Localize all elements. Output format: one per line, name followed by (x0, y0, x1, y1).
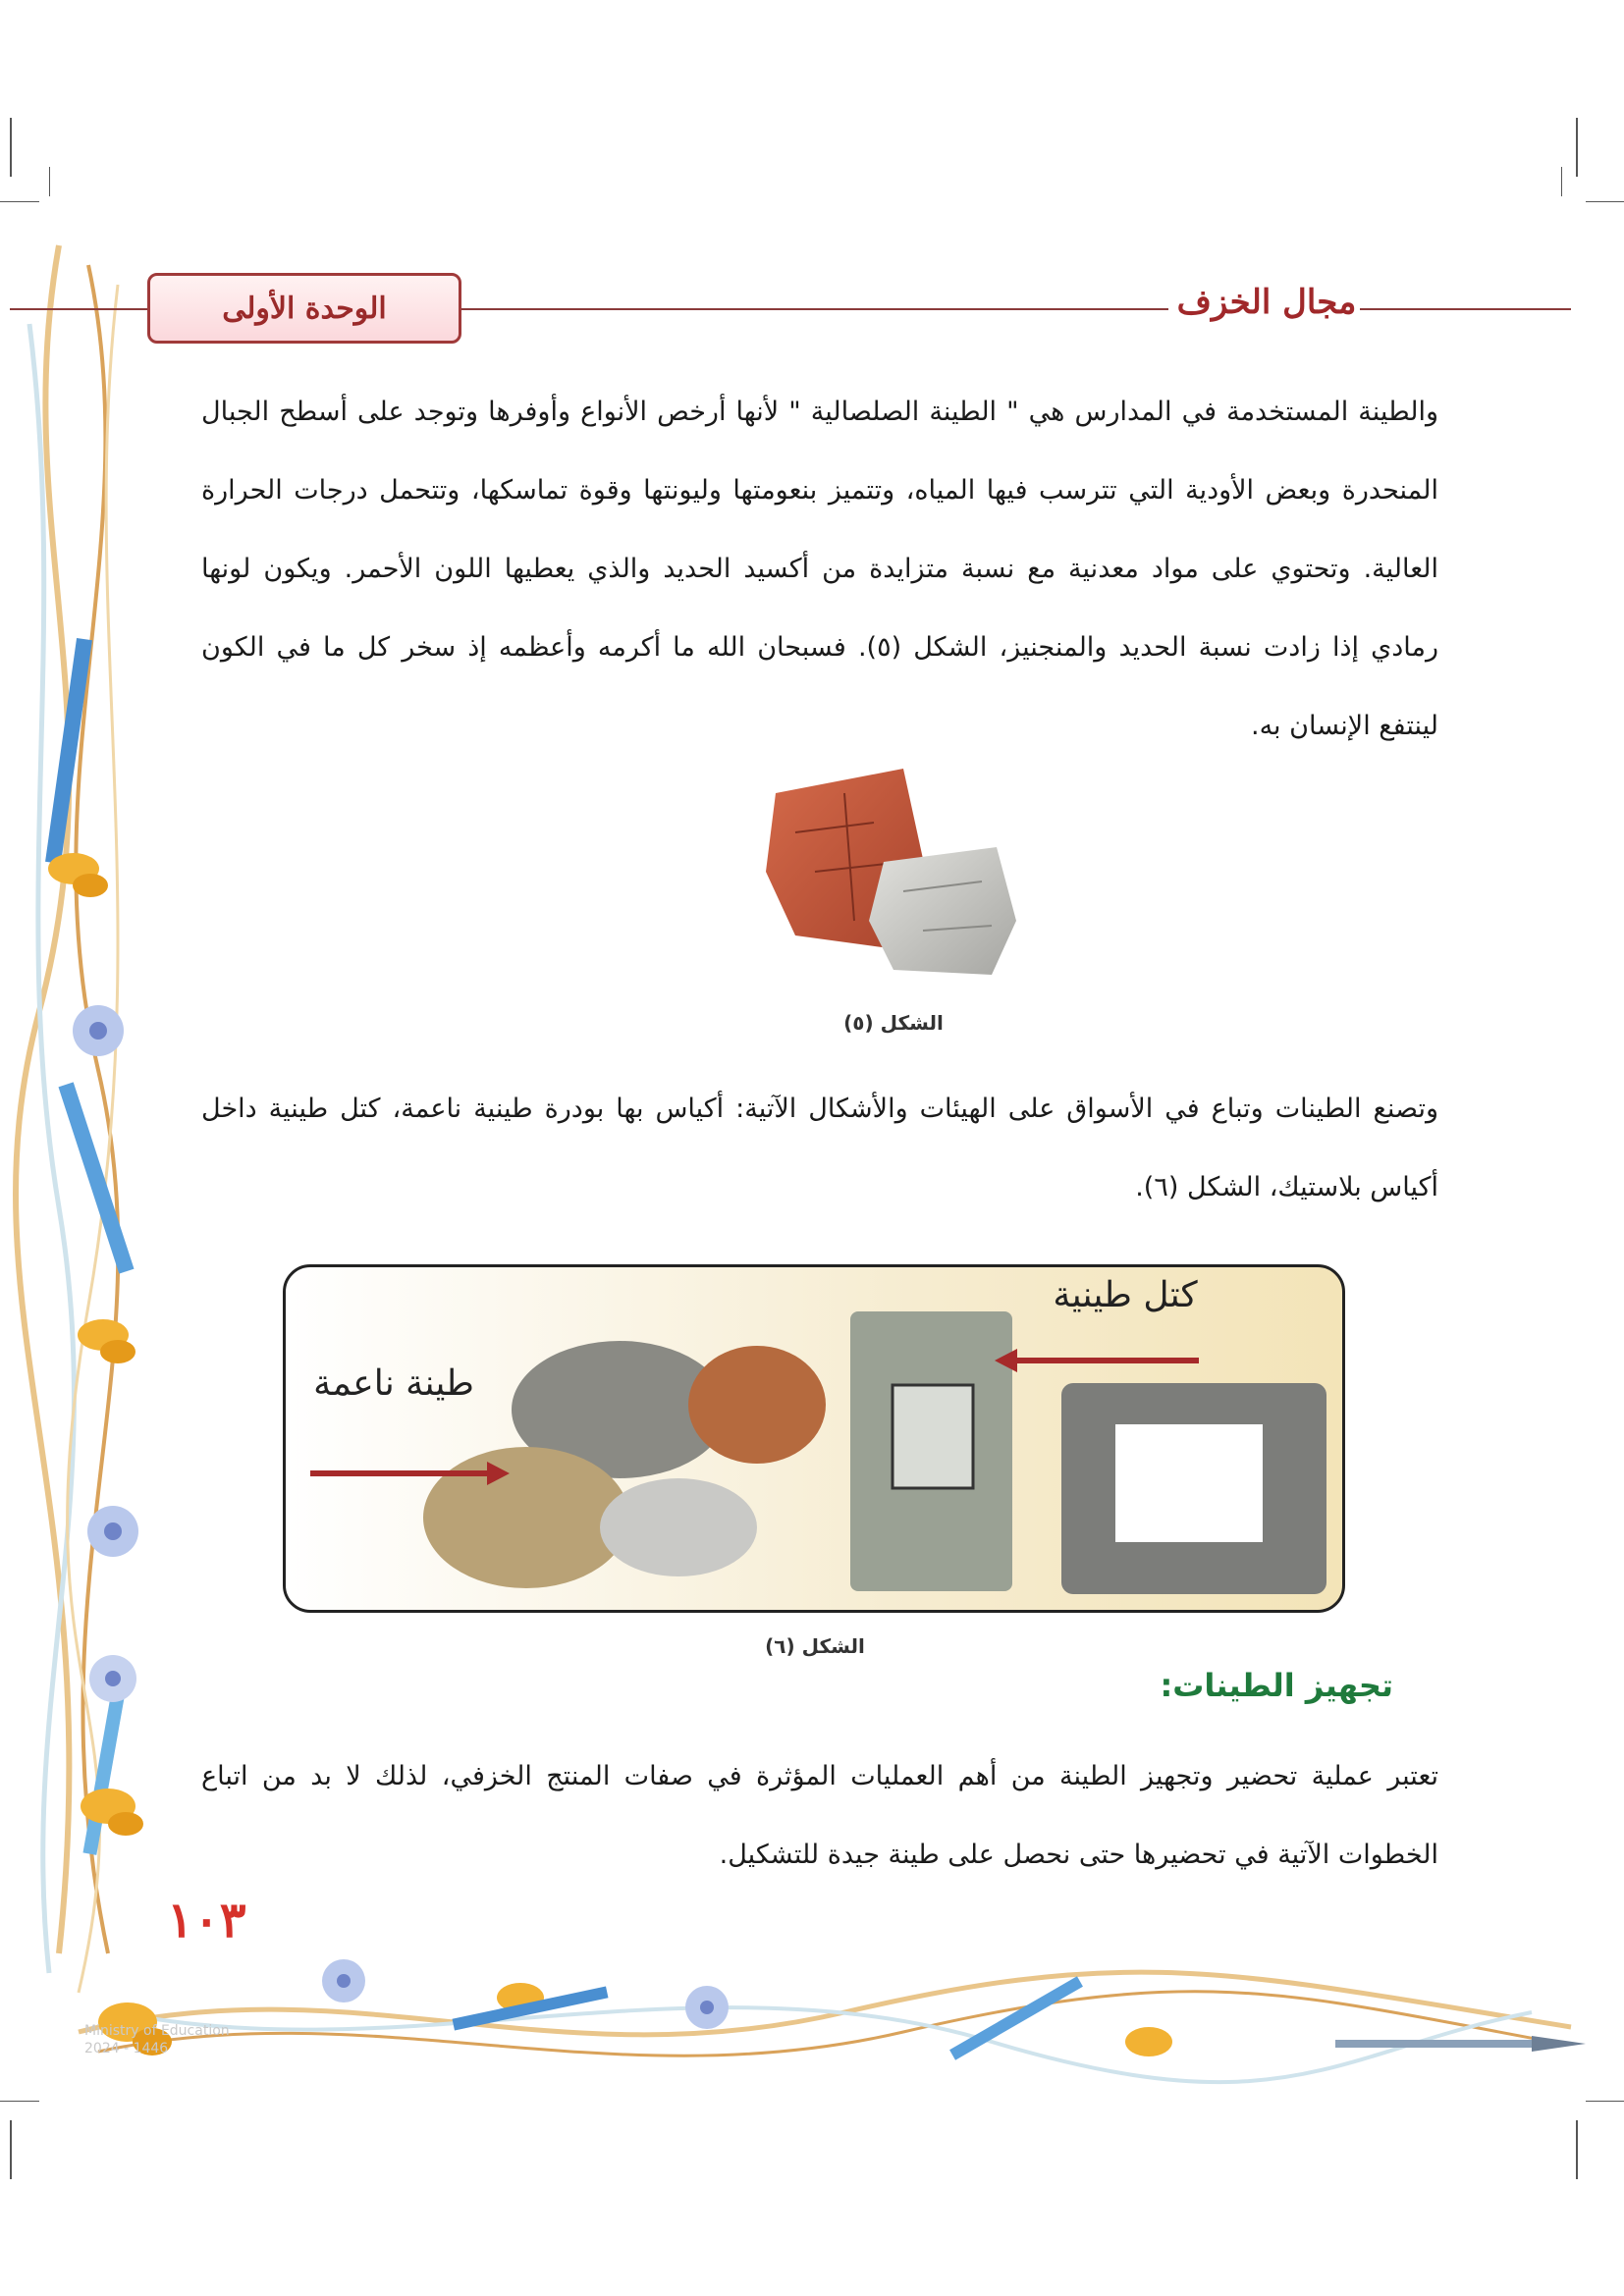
domain-title: مجال الخزف (1176, 283, 1357, 322)
header-rule (10, 308, 147, 310)
figure-5-caption: الشكل (٥) (843, 1011, 944, 1035)
crop-mark (1561, 167, 1562, 196)
section-title: تجهيز الطينات: (1160, 1667, 1393, 1704)
brown-powder-pile (688, 1346, 826, 1464)
bottom-decorative-border (59, 1953, 1591, 2091)
butterfly-icon (78, 1319, 135, 1363)
paintbrush-icon (1335, 2036, 1586, 2052)
header-rule (461, 308, 1168, 310)
crop-mark (0, 201, 39, 202)
block-label (1115, 1424, 1263, 1542)
paragraph-clay-preparation: تعتبر عملية تحضير وتجهيز الطينة من أهم العمليات المؤثرة في صفات المنتج الخزفي، لذلك لا بد من اتباع الخطوات الآتية في تحضيرها حتى نحصل على طينة جيدة للتشكيل. (201, 1761, 1438, 1870)
crop-mark (10, 2120, 12, 2179)
page-number: ١٠٣ (167, 1891, 246, 1949)
butterfly-icon (48, 853, 108, 897)
label-fine-clay: طينة ناعمة (313, 1363, 474, 1404)
ministry-watermark (84, 2022, 230, 2057)
paragraph-clay-description: والطينة المستخدمة في المدارس هي " الطينة الصلصالية " لأنها أرخص الأنواع وأوفرها وتوجد على أسطح الجبال المنحدرة وبعض الأودية التي تترسب فيها المياه، وتتميز بنعومتها وليونتها وقوة تماسكها، وتتحمل درجات الحرارة العالية. وتحتوي على مواد معدنية مع نسبة متزايدة من أكسيد الحديد والذي يعطيها اللون الأحمر. ويكون لونها رمادي إذا زادت نسبة الحديد والمنجنيز، الشكل (٥). فسبحان الله ما أكرمه وأعظمه إذ سخر كل ما في الكون لينتفع الإنسان به. (201, 397, 1438, 741)
ministry-year: 2024 - 1446 (84, 2041, 169, 2056)
clay-cubes-figure (756, 754, 1031, 980)
flower-icon (73, 1005, 124, 1056)
flower-icon (89, 1655, 136, 1702)
crop-mark (1576, 2120, 1578, 2179)
crop-mark (1586, 2101, 1624, 2102)
light-powder-pile (600, 1478, 757, 1576)
crop-mark (1576, 118, 1578, 177)
bag-label (893, 1385, 973, 1488)
ministry-line: Ministry of Education (84, 2023, 230, 2039)
tan-powder-pile (423, 1447, 629, 1588)
header-rule (1360, 308, 1571, 310)
crop-mark (10, 118, 12, 177)
unit-banner (147, 273, 461, 344)
unit-label: الوحدة الأولى (222, 291, 387, 326)
butterfly-icon (1125, 2027, 1172, 2056)
flower-icon (322, 1959, 365, 2002)
pencil-icon (58, 1082, 134, 1273)
left-decorative-border (0, 226, 216, 2012)
flower-icon (685, 1986, 729, 2029)
crop-mark (49, 167, 50, 196)
flower-icon (87, 1506, 138, 1557)
crop-mark (0, 2101, 39, 2102)
label-clay-blocks: كتل طينية (1053, 1275, 1198, 1315)
clay-forms-figure (283, 1264, 1345, 1613)
crop-mark (1586, 201, 1624, 202)
paragraph-clay-forms: وتصنع الطينات وتباع في الأسواق على الهيئات والأشكال الآتية: أكياس بها بودرة طينية ناعمة، كتل طينية داخل أكياس بلاستيك، الشكل (٦). (201, 1094, 1438, 1202)
gray-clay-cube (869, 847, 1016, 975)
figure-6-caption: الشكل (٦) (765, 1634, 865, 1658)
